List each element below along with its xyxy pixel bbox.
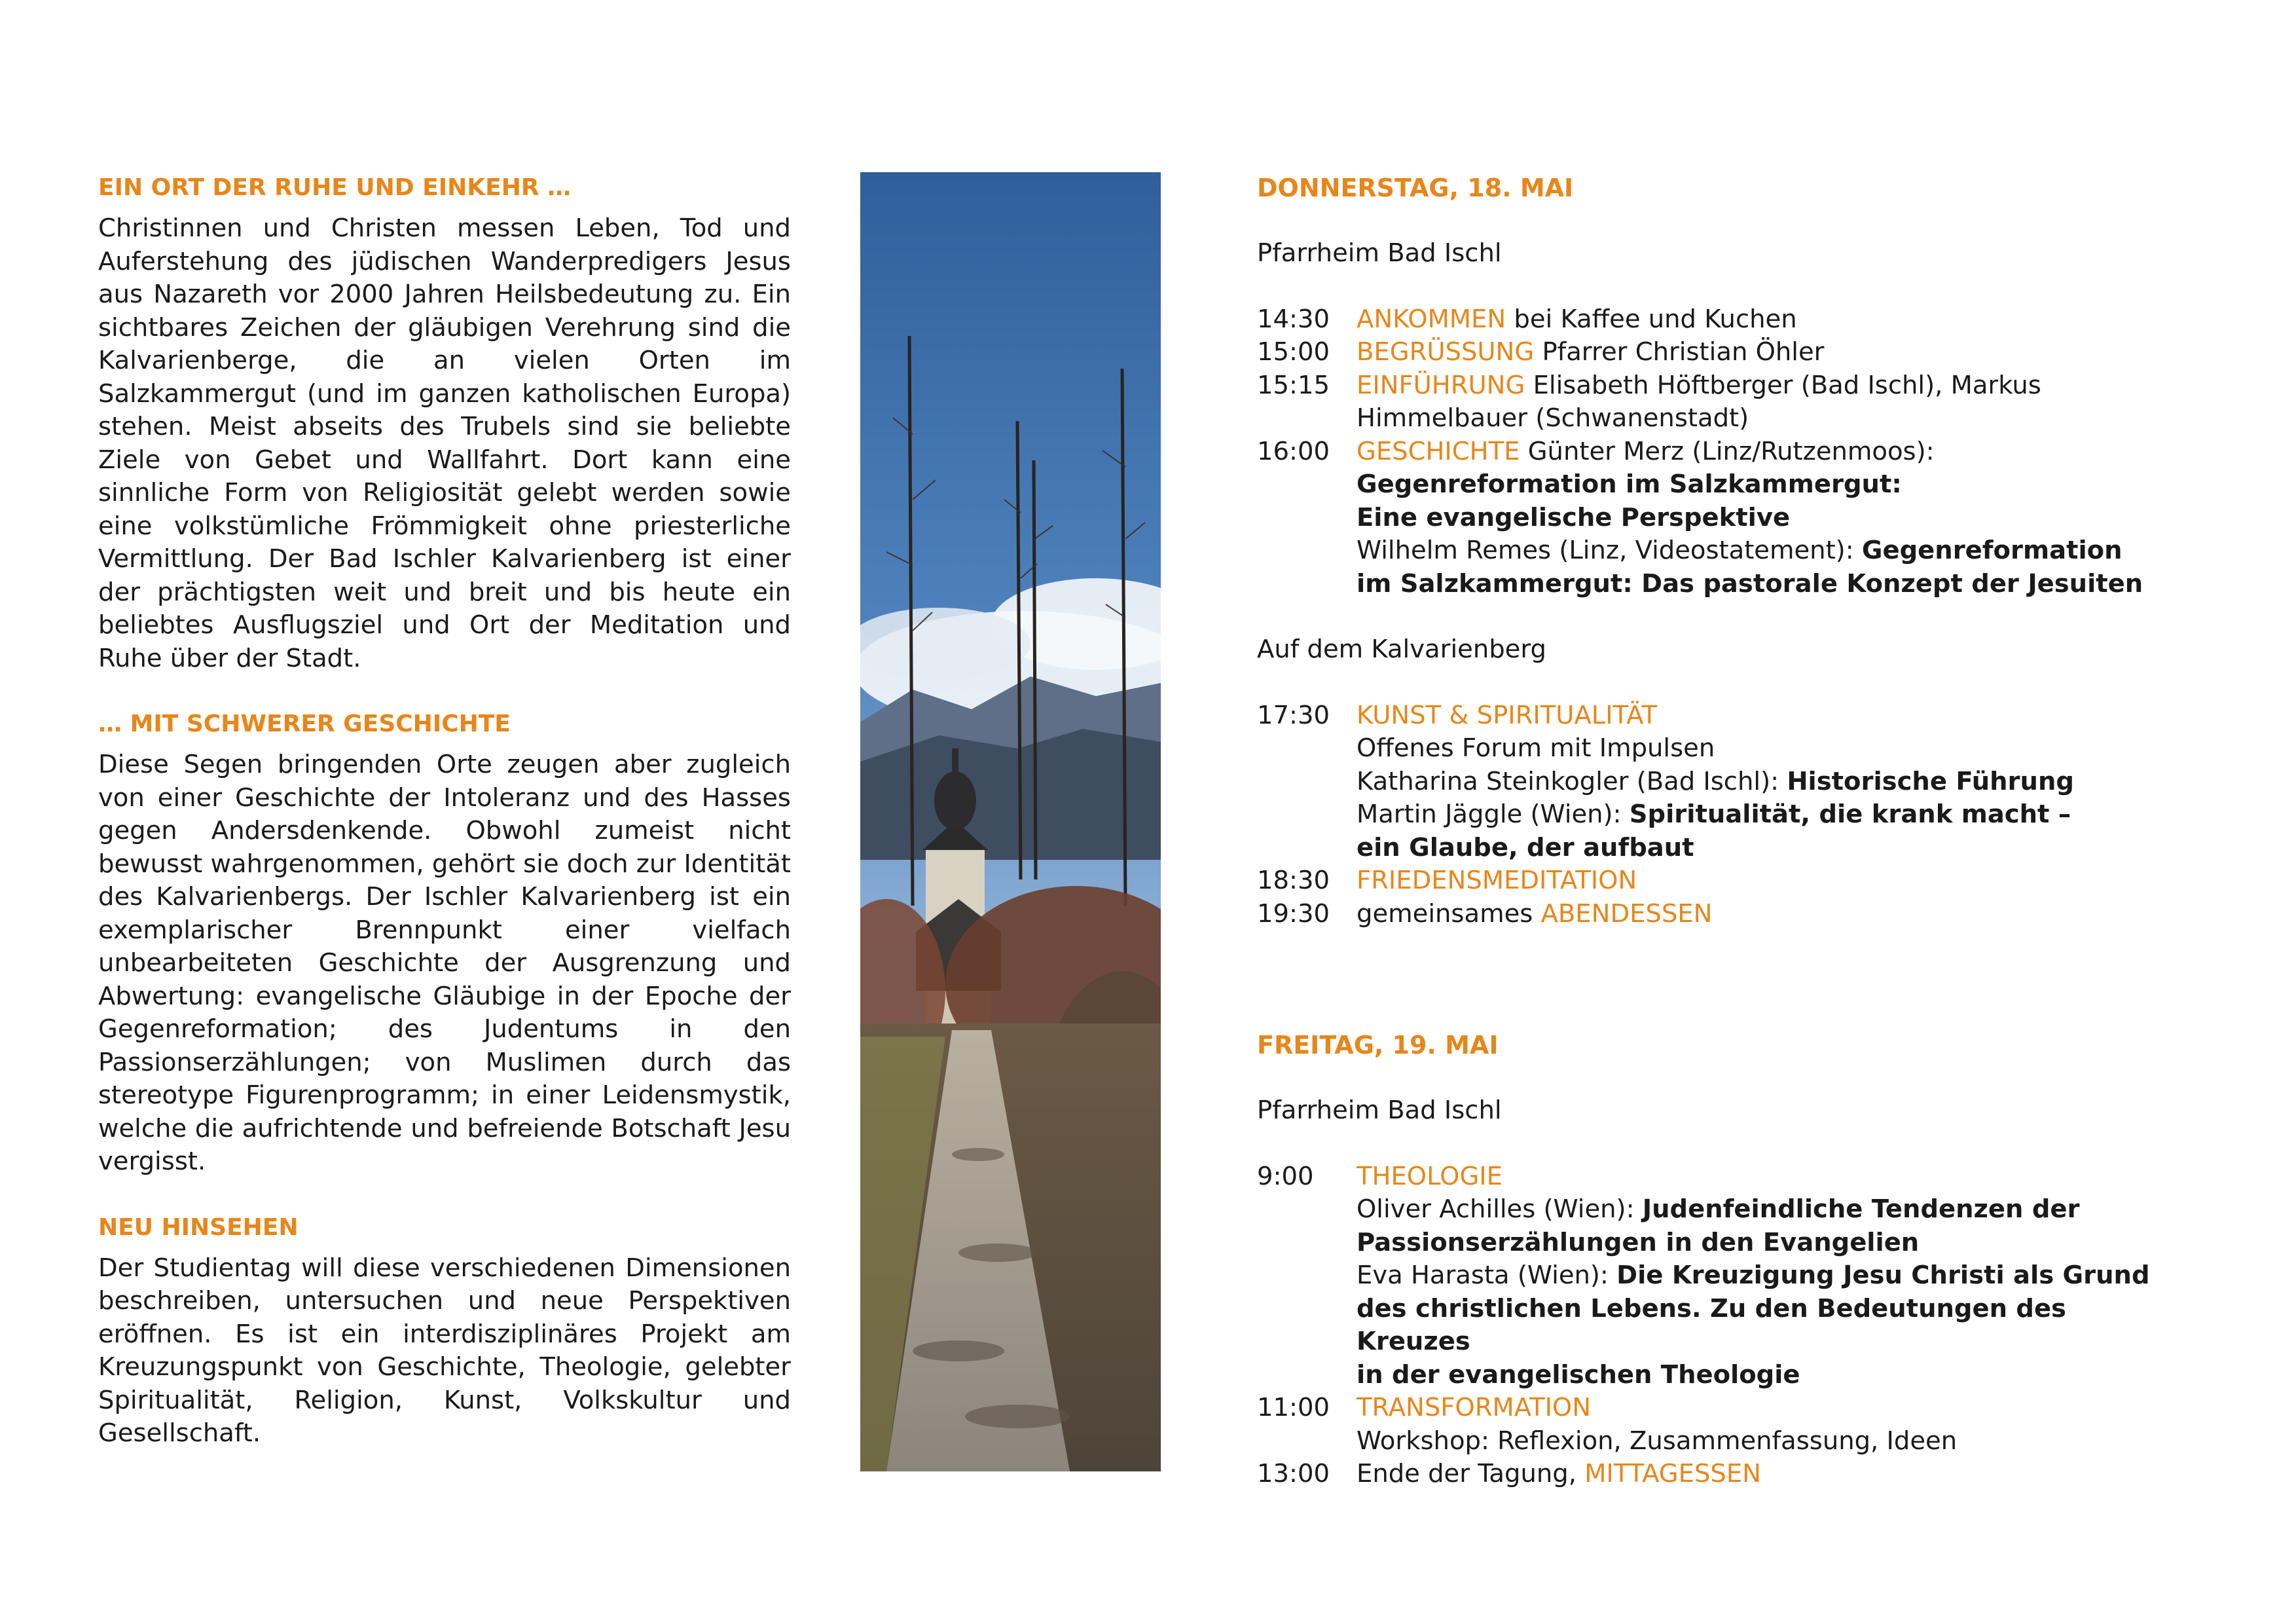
program-schedule	[1257, 172, 2187, 1491]
program-item-label: GESCHICHTE	[1357, 436, 1520, 466]
entry-line	[1357, 402, 2187, 435]
program-item-label: FRIEDENSMEDITATION	[1357, 866, 1637, 895]
entry-body	[1357, 1458, 2187, 1491]
intro-section	[98, 708, 791, 1179]
schedule-entry	[1257, 1392, 2187, 1458]
entry-text: Ende der Tagung,	[1357, 1459, 1585, 1488]
schedule-entry	[1257, 303, 2187, 337]
speaker: Eva Harasta (Wien):	[1357, 1261, 1617, 1290]
entry-body	[1357, 336, 2187, 369]
day-heading: DONNERSTAG, 18. MAI	[1257, 174, 1574, 202]
entry-time: 18:30	[1257, 866, 1330, 895]
section-text: Der Studientag will diese verschiedenen Dimensionen beschreiben, untersuchen und neue Perspektiven eröffnen. Es ist ein interdisziplinäres Projekt am Kreuzungspunkt von Geschichte, Theologie, gelebter Spiritualität, Religion, Kunst, Volkskultur und Gesellschaft.	[98, 1253, 791, 1448]
entry-body	[1357, 435, 2187, 601]
schedule-list	[1257, 699, 2187, 931]
entry-body	[1357, 1392, 2187, 1458]
entry-line	[1357, 898, 2187, 931]
program-item-label: THEOLOGIE	[1357, 1161, 1503, 1191]
entry-line	[1357, 534, 2187, 568]
section-text: Diese Segen bringenden Orte zeugen aber zugleich von einer Geschichte der Intoleranz und des Hasses gegen Andersdenkende. Obwohl zumeist nicht bewusst wahrgenommen, gehört sie doch zur Identität des Kalvarienbergs. Der Ischler Kalvarienberg ist ein exemplarischer Brennpunkt einer vielfach unbearbeiteten Geschichte der Ausgrenzung und Abwertung: evangelische Gläubige in der Epoche der Gegenreformation; des Judentums in den Passionserzählungen; von Muslimen durch das stereotype Figurenprogramm; in einer Leidensmystik, welche die aufrichtende und befreiende Botschaft Jesu vergisst.	[98, 750, 791, 1176]
intro-column	[98, 172, 791, 1483]
talk-title: Eine evangelische Perspektive	[1357, 502, 1791, 532]
entry-body	[1357, 898, 2187, 931]
day-spacer	[1257, 931, 2187, 1029]
schedule-entry	[1257, 369, 2187, 435]
program-item-label: EINFÜHRUNG	[1357, 370, 1525, 400]
talk-title: ein Glaube, der aufbaut	[1357, 832, 1694, 862]
talk-title: Spiritualität, die krank macht –	[1629, 800, 2071, 829]
program-item-label: KUNST & SPIRITUALITÄT	[1357, 700, 1657, 730]
intro-section	[98, 1211, 791, 1450]
section-heading: EIN ORT DER RUHE UND EINKEHR …	[98, 174, 572, 201]
entry-time: 15:00	[1257, 337, 1330, 367]
section-text: Christinnen und Christen messen Leben, Tod und Auferstehung des jüdischen Wanderpredigers Jesus aus Nazareth vor 2000 Jahren Heilsbedeutung zu. Ein sichtbares Zeichen der gläubigen Verehrung sind die Kalvarienberge, die an vielen Orten im Salzkammergut (und im ganzen katholischen Europa) stehen. Meist abseits des Trubels sind sie beliebte Ziele von Gebet und Wallfahrt. Dort kann eine sinnliche Form von Religiosität gelebt werden sowie eine volkstümliche Frömmigkeit ohne priesterliche Vermittlung. Der Bad Ischler Kalvarienberg ist einer der prächtigsten weit und breit und bis heute ein beliebtes Ausflugsziel und Ort der Meditation und Ruhe über der Stadt.	[98, 213, 791, 673]
speaker: Martin Jäggle (Wien):	[1357, 800, 1630, 829]
speaker: Katharina Steinkogler (Bad Ischl):	[1357, 766, 1787, 796]
schedule-list	[1257, 303, 2187, 601]
talk-title: Historische Führung	[1787, 766, 2074, 796]
day-thursday	[1257, 172, 2187, 931]
program-item-label: ANKOMMEN	[1357, 304, 1506, 334]
entry-line	[1357, 1259, 2187, 1293]
entry-line	[1357, 798, 2187, 832]
talk-title: Gegenreformation im Salzkammergut:	[1357, 470, 1902, 499]
entry-line	[1357, 303, 2187, 337]
venue: Pfarrheim Bad Ischl	[1257, 238, 1502, 268]
entry-time: 11:00	[1257, 1393, 1330, 1422]
entry-text: gemeinsames	[1357, 898, 1541, 929]
entry-time: 15:15	[1257, 370, 1330, 400]
entry-time: 19:30	[1257, 898, 1330, 929]
entry-line	[1357, 1458, 2187, 1491]
schedule-entry	[1257, 898, 2187, 931]
entry-line	[1357, 336, 2187, 369]
entry-text: Offenes Forum mit Impulsen	[1357, 733, 1715, 763]
schedule-entry	[1257, 699, 2187, 865]
schedule-list	[1257, 1160, 2187, 1491]
talk-title: in der evangelischen Theologie	[1357, 1359, 1800, 1390]
entry-body	[1357, 699, 2187, 865]
talk-title: Gegenreformation	[1861, 536, 2123, 565]
entry-text: Pfarrer Christian Öhler	[1534, 337, 1825, 367]
entry-text: Günter Merz (Linz/Rutzenmoos):	[1520, 436, 1935, 466]
entry-line	[1357, 766, 2187, 799]
section-heading: NEU HINSEHEN	[98, 1213, 299, 1241]
entry-body	[1357, 303, 2187, 337]
intro-section	[98, 172, 791, 675]
day-friday	[1257, 1029, 2187, 1491]
talk-title: Die Kreuzigung Jesu Christi als Grund	[1616, 1261, 2150, 1290]
venue: Pfarrheim Bad Ischl	[1257, 1096, 1502, 1125]
day-heading: FREITAG, 19. MAI	[1257, 1031, 1499, 1060]
schedule-entry	[1257, 336, 2187, 369]
entry-text: bei Kaffee und Kuchen	[1506, 304, 1797, 334]
entry-line	[1357, 435, 2187, 469]
entry-time: 9:00	[1257, 1161, 1314, 1191]
entry-line	[1357, 369, 2187, 403]
talk-title: des christlichen Lebens. Zu den Bedeutungen des Kreuzes	[1357, 1293, 2066, 1356]
entry-body	[1357, 864, 2187, 898]
entry-body	[1357, 369, 2187, 435]
chapel-path-image	[860, 172, 1161, 1471]
schedule-entry	[1257, 864, 2187, 898]
speaker: Wilhelm Remes (Linz, Videostatement):	[1357, 536, 1862, 565]
program-item-label: ABENDESSEN	[1540, 898, 1713, 929]
section-heading: … MIT SCHWERER GESCHICHTE	[98, 710, 511, 737]
entry-text: Himmelbauer (Schwanenstadt)	[1357, 403, 1749, 433]
entry-time: 14:30	[1257, 304, 1330, 334]
schedule-entry	[1257, 1458, 2187, 1491]
entry-text: Workshop: Reflexion, Zusammenfassung, Ideen	[1357, 1426, 1958, 1456]
entry-time: 13:00	[1257, 1459, 1330, 1488]
entry-time: 17:30	[1257, 700, 1330, 730]
entry-time: 16:00	[1257, 436, 1330, 466]
program-item-label: TRANSFORMATION	[1357, 1393, 1592, 1422]
program-item-label: BEGRÜSSUNG	[1357, 337, 1535, 367]
talk-title: Passionserzählungen in den Evangelien	[1357, 1227, 1920, 1257]
entry-line	[1357, 1193, 2187, 1227]
schedule-entry	[1257, 1160, 2187, 1392]
schedule-entry	[1257, 435, 2187, 601]
talk-title: im Salzkammergut: Das pastorale Konzept der Jesuiten	[1357, 568, 2143, 599]
kalvarienberg-photo	[860, 172, 1161, 1471]
talk-title: Judenfeindliche Tendenzen der	[1642, 1194, 2080, 1224]
program-item-label: MITTAGESSEN	[1584, 1459, 1761, 1488]
entry-text: Elisabeth Höftberger (Bad Ischl), Markus	[1525, 370, 2041, 400]
speaker: Oliver Achilles (Wien):	[1357, 1194, 1643, 1224]
venue: Auf dem Kalvarienberg	[1257, 635, 1546, 664]
entry-body	[1357, 1160, 2187, 1392]
